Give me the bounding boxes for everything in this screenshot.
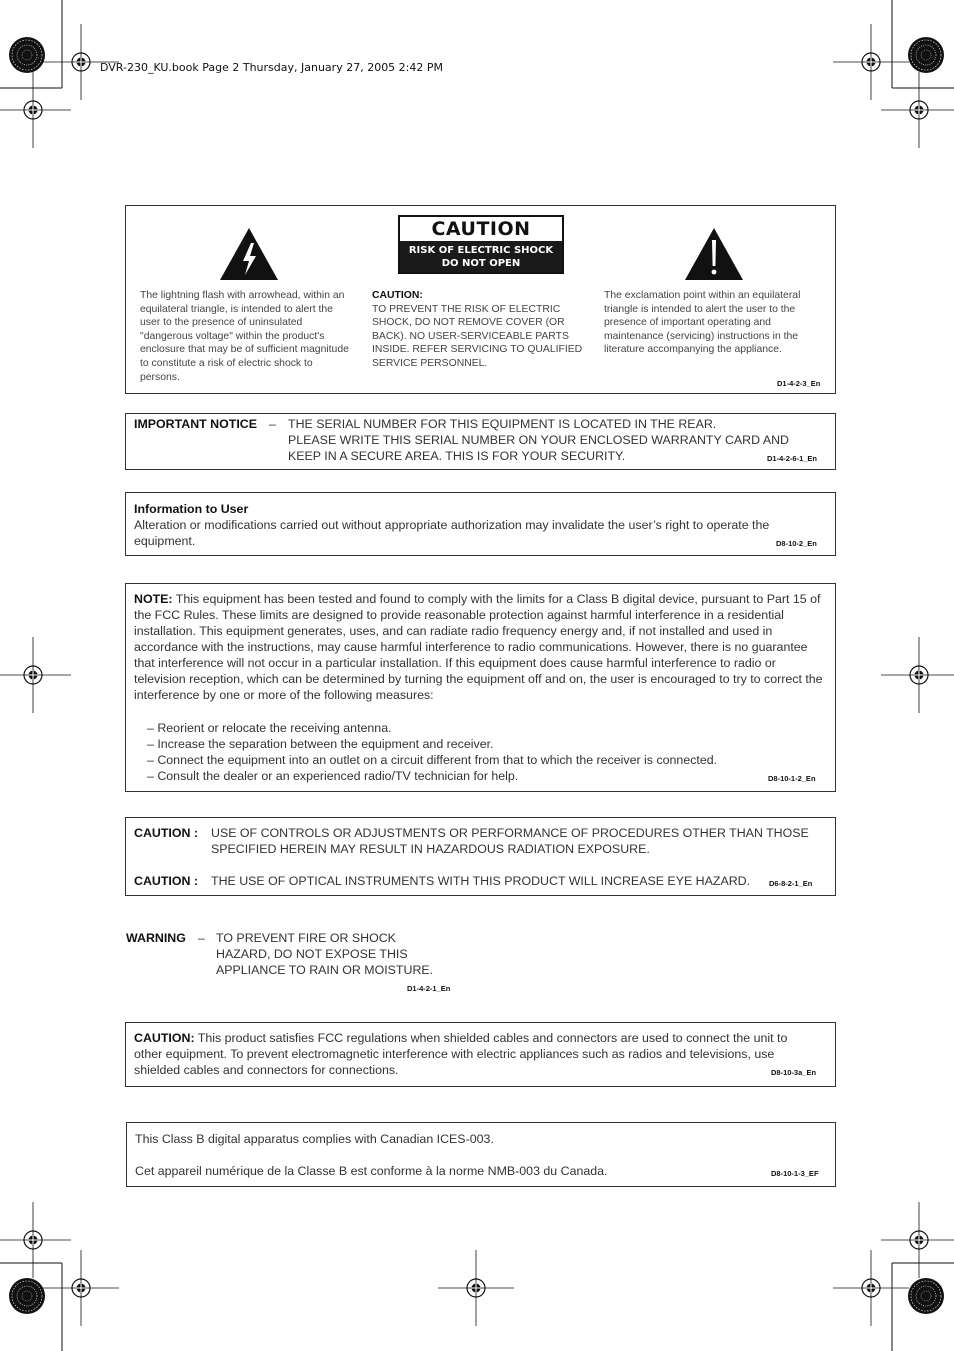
list-item: – Consult the dealer or an experienced radio/TV technician for help. <box>147 769 519 783</box>
notice-line-2: PLEASE WRITE THIS SERIAL NUMBER ON YOUR ENCLOSED WARRANTY CARD AND <box>288 433 789 447</box>
code-label: D1-4-2-3_En <box>777 379 821 388</box>
warning-label: WARNING <box>126 931 186 945</box>
caution-middle-block <box>372 289 588 371</box>
canada-english: This Class B digital apparatus complies with Canadian ICES-003. <box>135 1132 494 1146</box>
code-label: D6-8-2-1_En <box>769 879 813 888</box>
radiation-caution-label-2: CAUTION : <box>134 874 199 888</box>
important-notice-label: IMPORTANT NOTICE <box>134 417 257 431</box>
radiation-line-2: SPECIFIED HEREIN MAY RESULT IN HAZARDOUS RADIATION EXPOSURE. <box>211 842 650 856</box>
caution-banner <box>398 215 564 274</box>
list-item: – Increase the separation between the equipment and receiver. <box>147 737 494 751</box>
fcc-note-paragraph <box>134 591 826 703</box>
caution-middle-text: TO PREVENT THE RISK OF ELECTRIC SHOCK, DO NOT REMOVE COVER (OR BACK). NO USER-SERVICEABLE PARTS INSIDE. REFER SERVICING TO QUALIFIED SERVICE PERSONNEL. <box>372 303 583 369</box>
fcc-note-label: NOTE: <box>134 592 173 606</box>
exclamation-warning-icon <box>683 226 745 282</box>
warning-line-1: TO PREVENT FIRE OR SHOCK <box>216 931 396 945</box>
warning-line-2: HAZARD, DO NOT EXPOSE THIS <box>216 947 408 961</box>
caution-middle-heading: CAUTION: <box>372 290 423 301</box>
info-to-user-title: Information to User <box>134 502 249 516</box>
fcc-measures-list <box>147 720 807 784</box>
code-label: D8-10-1-3_EF <box>771 1169 819 1178</box>
code-label: D8-10-1-2_En <box>768 774 816 783</box>
banner-line-2: DO NOT OPEN <box>441 258 521 269</box>
radiation-caution-text-2: THE USE OF OPTICAL INSTRUMENTS WITH THIS PRODUCT WILL INCREASE EYE HAZARD. <box>211 874 751 888</box>
important-notice-dash: – <box>269 417 276 431</box>
exclamation-explanation: The exclamation point within an equilateral triangle is intended to alert the user to the presence of important operating and maintenance (servicing) instructions in the literature accompanying the appliance. <box>604 290 801 356</box>
shielded-cable-text: This product satisfies FCC regulations when shielded cables and connectors are used to connect the unit to other equipment. To prevent electromagnetic interference with electric appliances such as radios and televisions, use shielded cables and connectors for connections. <box>134 1031 788 1077</box>
lightning-warning-icon <box>218 226 280 282</box>
shielded-cable-paragraph <box>134 1030 817 1078</box>
important-notice-text <box>288 416 818 464</box>
lightning-explanation: The lightning flash with arrowhead, within an equilateral triangle, is intended to alert the user to the presence of uninsulated "dangerous voltage" within the product's enclosure that may be of sufficient magnitude to constitute a risk of electric shock to persons. <box>140 290 349 383</box>
caution-banner-title: CAUTION <box>431 218 531 240</box>
book-header: DVR-230_KU.book Page 2 Thursday, January 27, 2005 2:42 PM <box>100 61 444 74</box>
radiation-line-1: USE OF CONTROLS OR ADJUSTMENTS OR PERFORMANCE OF PROCEDURES OTHER THAN THOSE <box>211 826 809 840</box>
info-to-user-text: Alteration or modifications carried out without appropriate authorization may invalidate the user’s right to operate the equipment. <box>134 518 770 548</box>
canada-french: Cet appareil numérique de la Classe B est conforme à la norme NMB-003 du Canada. <box>135 1164 608 1178</box>
banner-line-1: RISK OF ELECTRIC SHOCK <box>408 245 554 256</box>
code-label: D1-4-2-1_En <box>407 984 451 993</box>
warning-dash: – <box>198 931 205 945</box>
fcc-note-text: This equipment has been tested and found to comply with the limits for a Class B digital device, pursuant to Part 15 of the FCC Rules. These limits are designed to provide reasonable protection against harmful interference in a residential installation. This equipment generates, uses, and can radiate radio frequency energy and, if not installed and used in accordance with the instructions, may cause harmful interference to radio communications. However, there is no guarantee that interference will not occur in a particular installation. If this equipment does cause harmful interference to radio or television reception, which can be determined by turning the equipment off and on, the user is encouraged to try to correct the interference by one or more of the following measures: <box>134 592 823 702</box>
list-item: – Connect the equipment into an outlet on a circuit different from that to which the receiver is connected. <box>147 753 718 767</box>
list-item: – Reorient or relocate the receiving antenna. <box>147 721 392 735</box>
caution-banner-subtitle <box>400 241 562 272</box>
code-label: D8-10-2_En <box>776 539 817 548</box>
shielded-cable-label: CAUTION: <box>134 1031 195 1045</box>
warning-line-3: APPLIANCE TO RAIN OR MOISTURE. <box>216 963 434 977</box>
radiation-caution-label-1: CAUTION : <box>134 826 199 840</box>
code-label: D1-4-2-6-1_En <box>767 454 818 463</box>
radiation-caution-text-1 <box>211 825 831 857</box>
notice-line-1: THE SERIAL NUMBER FOR THIS EQUIPMENT IS LOCATED IN THE REAR. <box>288 417 717 431</box>
notice-line-3: KEEP IN A SECURE AREA. THIS IS FOR YOUR SECURITY. <box>288 449 626 463</box>
warning-text <box>216 930 476 978</box>
code-label: D8-10-3a_En <box>771 1068 817 1077</box>
